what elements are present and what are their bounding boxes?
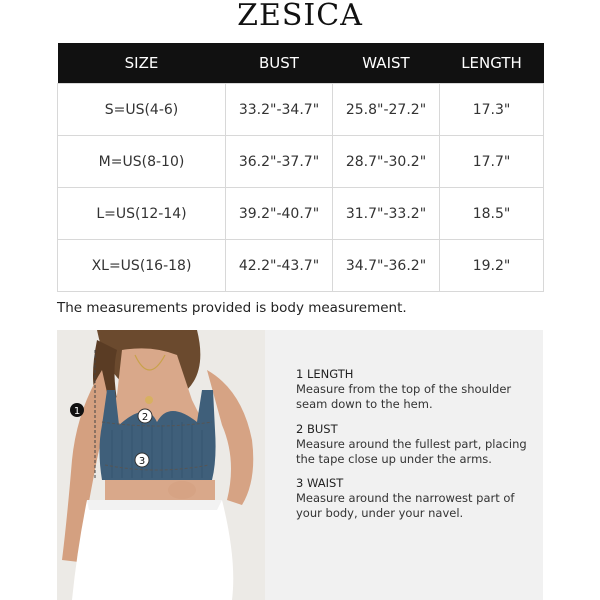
size-chart-table bbox=[57, 43, 544, 292]
column-header-length: LENGTH bbox=[440, 43, 544, 84]
waist-cell: 31.7"-33.2" bbox=[333, 188, 440, 240]
instruction-line: Measure around the fullest part, placing bbox=[296, 437, 527, 451]
table-row bbox=[58, 84, 544, 136]
marker-bust bbox=[138, 409, 152, 423]
instruction-line: the tape close up under the arms. bbox=[296, 452, 492, 466]
size-cell: L=US(12-14) bbox=[58, 188, 226, 240]
column-header-size: SIZE bbox=[58, 43, 226, 84]
model-illustration bbox=[57, 330, 265, 600]
marker-1-label: 1 bbox=[73, 406, 81, 417]
model-photo bbox=[57, 330, 265, 600]
waist-cell: 25.8"-27.2" bbox=[333, 84, 440, 136]
table-header-row bbox=[58, 43, 544, 84]
bust-cell: 42.2"-43.7" bbox=[226, 240, 333, 292]
instruction-line: seam down to the hem. bbox=[296, 397, 433, 411]
table-row bbox=[58, 136, 544, 188]
instruction-waist bbox=[296, 476, 514, 521]
length-cell: 17.3" bbox=[440, 84, 544, 136]
size-cell: S=US(4-6) bbox=[58, 84, 226, 136]
measurement-note: The measurements provided is body measurement. bbox=[57, 300, 407, 316]
length-cell: 17.7" bbox=[440, 136, 544, 188]
instruction-line: your body, under your navel. bbox=[296, 506, 464, 520]
instruction-bust bbox=[296, 422, 527, 467]
table-row bbox=[58, 188, 544, 240]
bust-cell: 36.2"-37.7" bbox=[226, 136, 333, 188]
bust-cell: 39.2"-40.7" bbox=[226, 188, 333, 240]
column-header-bust: BUST bbox=[226, 43, 333, 84]
instruction-length bbox=[296, 367, 511, 412]
size-cell: M=US(8-10) bbox=[58, 136, 226, 188]
marker-2-label: 2 bbox=[141, 412, 149, 423]
waist-cell: 34.7"-36.2" bbox=[333, 240, 440, 292]
marker-length bbox=[70, 403, 84, 417]
table-row bbox=[58, 240, 544, 292]
brand-logo: ZESICA bbox=[237, 0, 363, 33]
instruction-title: 3 WAIST bbox=[296, 476, 344, 490]
bust-cell: 33.2"-34.7" bbox=[226, 84, 333, 136]
instruction-line: Measure from the top of the shoulder bbox=[296, 382, 512, 396]
waist-cell: 28.7"-30.2" bbox=[333, 136, 440, 188]
length-cell: 19.2" bbox=[440, 240, 544, 292]
instruction-line: Measure around the narrowest part of bbox=[296, 491, 515, 505]
instruction-title: 1 LENGTH bbox=[296, 367, 354, 381]
marker-waist bbox=[135, 453, 149, 467]
marker-3-label: 3 bbox=[138, 456, 146, 467]
instruction-title: 2 BUST bbox=[296, 422, 338, 436]
column-header-waist: WAIST bbox=[333, 43, 440, 84]
size-cell: XL=US(16-18) bbox=[58, 240, 226, 292]
length-cell: 18.5" bbox=[440, 188, 544, 240]
instructions-panel bbox=[265, 330, 543, 600]
